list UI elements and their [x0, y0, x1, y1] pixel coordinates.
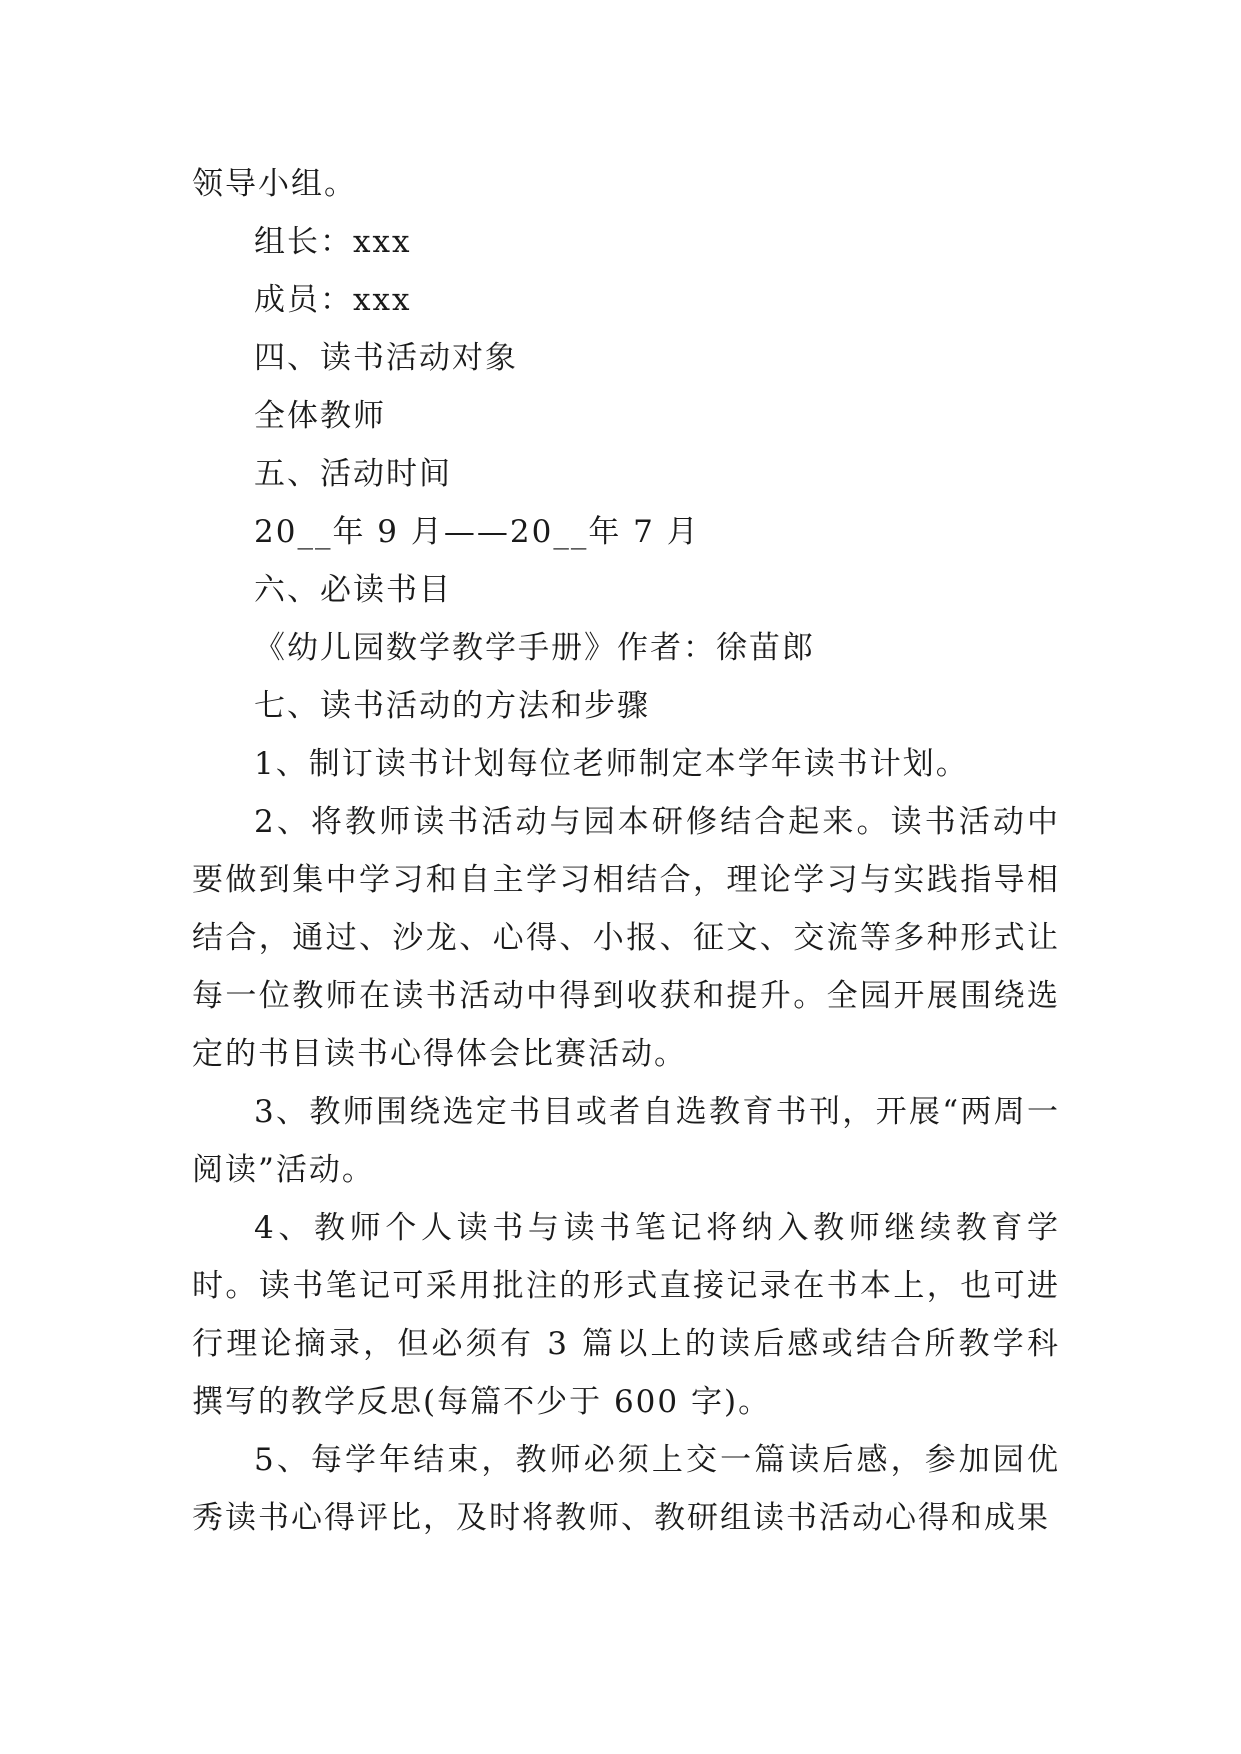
paragraph-group-leader: 组长：xxx	[254, 224, 412, 260]
paragraph-step-1: 1、制订读书计划每位老师制定本学年读书计划。	[254, 746, 969, 782]
section-heading-time: 五、活动时间	[254, 456, 452, 492]
section-heading-required-books: 六、必读书目	[254, 572, 452, 608]
paragraph-required-book: 《幼儿园数学教学手册》作者：徐苗郎	[254, 630, 815, 666]
paragraph-participants: 全体教师	[254, 398, 386, 434]
paragraph-step-4: 4、教师个人读书与读书笔记将纳入教师继续教育学时。读书笔记可采用批注的形式直接记录在书本上，也可进行理论摘录，但必须有 3 篇以上的读后感或结合所教学科撰写的教学反思(每篇不少于 600 字)。	[192, 1210, 1060, 1420]
paragraph-members: 成员：xxx	[254, 282, 412, 318]
paragraph-leadership-group-end: 领导小组。	[192, 166, 357, 202]
section-heading-participants: 四、读书活动对象	[254, 340, 518, 376]
paragraph-time: 20__年 9 月——20__年 7 月	[254, 514, 700, 550]
paragraph-step-2: 2、将教师读书活动与园本研修结合起来。读书活动中要做到集中学习和自主学习相结合，理论学习与实践指导相结合，通过、沙龙、心得、小报、征文、交流等多种形式让每一位教师在读书活动中得到收获和提升。全园开展围绕选定的书目读书心得体会比赛活动。	[192, 804, 1060, 1072]
section-heading-methods: 七、读书活动的方法和步骤	[254, 688, 650, 724]
paragraph-step-5: 5、每学年结束，教师必须上交一篇读后感，参加园优秀读书心得评比，及时将教师、教研组读书活动心得和成果	[192, 1442, 1060, 1536]
document-body	[192, 155, 1060, 1547]
paragraph-step-3: 3、教师围绕选定书目或者自选教育书刊，开展“两周一阅读”活动。	[192, 1094, 1060, 1188]
